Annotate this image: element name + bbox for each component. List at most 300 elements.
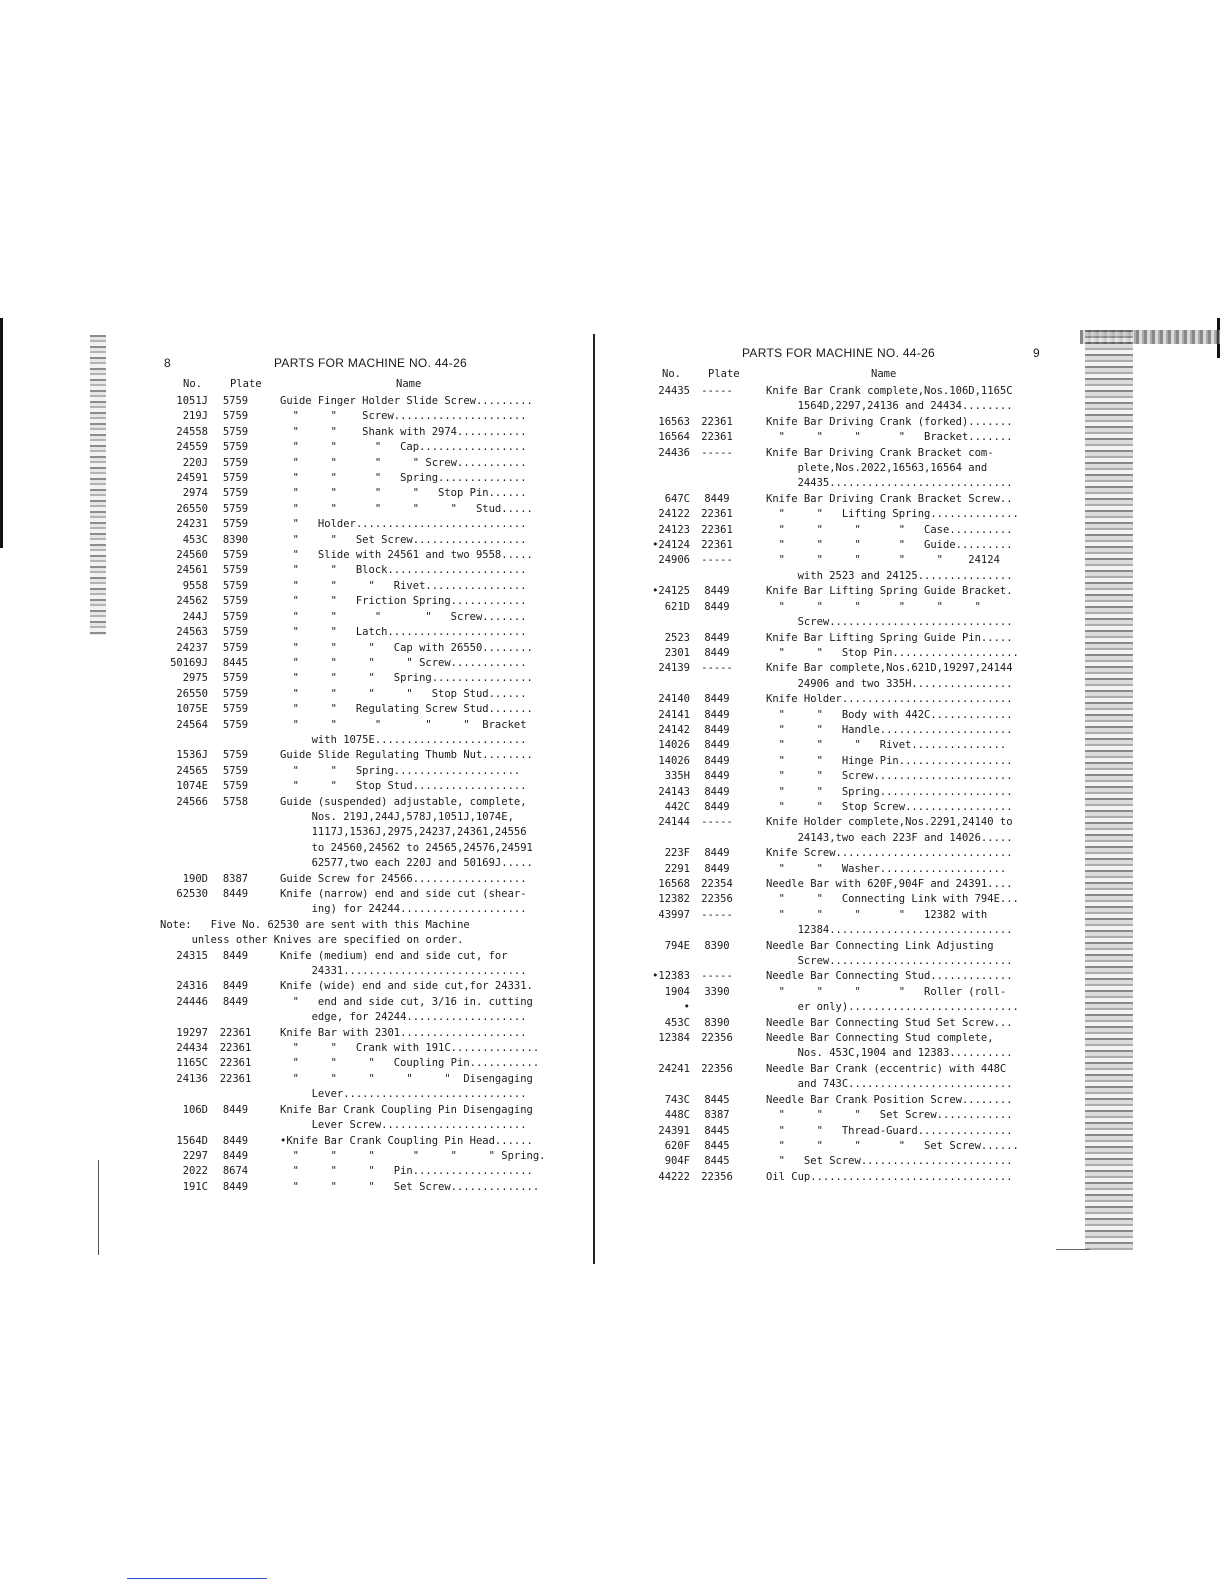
part-number: 24391 bbox=[658, 1124, 690, 1137]
part-number: 9558 bbox=[182, 579, 208, 592]
part-name-line: Knife Bar with 2301.................... bbox=[280, 1026, 527, 1039]
part-number: 2301 bbox=[664, 646, 690, 659]
part-number: 43997 bbox=[658, 908, 690, 921]
part-name-line: " " Hinge Pin.................. bbox=[766, 754, 1013, 767]
part-number: 16564 bbox=[658, 431, 690, 444]
part-name-line: plete,Nos.2022,16563,16564 and bbox=[766, 462, 988, 475]
part-name bbox=[280, 1164, 560, 1179]
part-number: 24237 bbox=[176, 641, 208, 654]
part-name bbox=[280, 748, 560, 763]
plate-number: ----- bbox=[701, 385, 733, 397]
part-name bbox=[280, 409, 560, 424]
parts-row bbox=[640, 969, 1050, 984]
plate-number: 22361 bbox=[219, 1042, 252, 1055]
part-name-line: " end and side cut, 3/16 in. cutting bbox=[280, 995, 533, 1008]
part-number: •12383 bbox=[652, 970, 690, 983]
plate-number: 5759 bbox=[222, 579, 249, 592]
plate-number: 8387 bbox=[704, 1109, 730, 1122]
plate-number: 22361 bbox=[219, 1072, 252, 1085]
plate-number: ----- bbox=[701, 908, 733, 921]
part-name-line: " " " " Screw....... bbox=[280, 610, 527, 623]
part-name-line: " " " " Stop Pin...... bbox=[280, 487, 527, 500]
plate-number: 5759 bbox=[222, 764, 249, 777]
part-name-line: Needle Bar with 620F,904F and 24391.... bbox=[766, 878, 1013, 890]
parts-row bbox=[640, 430, 1050, 445]
part-name-line: Knife Bar Crank complete,Nos.106D,1165C bbox=[766, 385, 1013, 397]
part-name bbox=[766, 661, 1050, 692]
part-name-line: " Holder........................... bbox=[280, 518, 527, 531]
parts-row bbox=[160, 795, 560, 872]
parts-row bbox=[160, 548, 560, 563]
page-number: 8 bbox=[164, 356, 171, 370]
scan-edge-left bbox=[0, 318, 3, 548]
part-name-line: " " Spring.................... bbox=[280, 764, 521, 777]
part-name-line: Knife Bar Driving Crank (forked)....... bbox=[766, 415, 1013, 428]
part-number: 24231 bbox=[176, 518, 208, 531]
plate-number: 8449 bbox=[704, 754, 730, 767]
part-name bbox=[766, 1108, 1050, 1123]
part-name-line: Knife Bar Lifting Spring Guide Bracket. bbox=[766, 585, 1013, 598]
part-name bbox=[766, 985, 1050, 1000]
parts-row bbox=[160, 779, 560, 794]
part-number: 16563 bbox=[658, 415, 690, 428]
plate-number: 5759 bbox=[222, 749, 249, 762]
plate-number: 8445 bbox=[704, 1139, 730, 1152]
part-name-line: " " Thread-Guard............... bbox=[766, 1124, 1013, 1137]
part-name bbox=[280, 610, 560, 625]
part-name bbox=[766, 507, 1050, 522]
part-number: 26550 bbox=[176, 502, 208, 515]
part-number: 1564D bbox=[176, 1134, 208, 1147]
part-name-line: Knife Screw............................ bbox=[766, 847, 1013, 860]
plate-number: 5759 bbox=[222, 672, 249, 685]
parts-row bbox=[160, 979, 560, 994]
part-number: 442C bbox=[664, 800, 690, 813]
part-name-line: Knife Bar complete,Nos.621D,19297,24144 bbox=[766, 662, 1013, 675]
part-name bbox=[766, 785, 1050, 800]
parts-row bbox=[160, 641, 560, 656]
part-number: 2523 bbox=[664, 631, 690, 644]
plate-number: 8449 bbox=[704, 708, 730, 721]
part-name-line: " " Set Screw.................. bbox=[280, 533, 527, 546]
parts-row bbox=[160, 394, 560, 409]
scan-margin-left bbox=[90, 335, 106, 635]
part-number: 24559 bbox=[176, 441, 208, 454]
part-name bbox=[280, 548, 560, 563]
part-name-line: Knife Holder complete,Nos.2291,24140 to bbox=[766, 816, 1013, 829]
part-name-line: " " Latch...................... bbox=[280, 626, 527, 639]
part-name-line: edge, for 24244................... bbox=[280, 1011, 527, 1024]
part-number: 12382 bbox=[658, 893, 690, 906]
part-name-line: " " " " " " bbox=[766, 600, 981, 613]
part-number: 2022 bbox=[182, 1165, 208, 1178]
part-name-line: Nos. 453C,1904 and 12383.......... bbox=[766, 1047, 1013, 1060]
col-no-header: No. bbox=[183, 378, 202, 390]
parts-row bbox=[160, 1134, 560, 1149]
parts-row bbox=[640, 939, 1050, 970]
note-line: Note: Five No. 62530 are sent with this Machine bbox=[160, 918, 470, 931]
plate-number: 5759 bbox=[222, 564, 249, 577]
parts-row bbox=[160, 887, 560, 918]
parts-row bbox=[640, 538, 1050, 553]
part-number: 24563 bbox=[176, 626, 208, 639]
part-number: •24125 bbox=[652, 585, 690, 598]
part-number: 24906 bbox=[658, 554, 690, 567]
part-name bbox=[280, 872, 560, 887]
parts-row bbox=[160, 425, 560, 440]
parts-row bbox=[160, 471, 560, 486]
part-number: 24566 bbox=[176, 795, 208, 808]
plate-number: ----- bbox=[701, 662, 733, 675]
plate-number: 8445 bbox=[704, 1124, 730, 1137]
part-name bbox=[766, 846, 1050, 861]
part-name-line: Knife Bar Lifting Spring Guide Pin..... bbox=[766, 631, 1013, 644]
part-number: 1536J bbox=[176, 749, 208, 762]
plate-number: ----- bbox=[701, 446, 733, 459]
parts-row bbox=[640, 1000, 1050, 1015]
part-number: 24561 bbox=[176, 564, 208, 577]
plate-number: 22361 bbox=[219, 1026, 252, 1039]
part-number: 1075E bbox=[176, 703, 208, 716]
plate-number: 8449 bbox=[704, 492, 730, 505]
part-name-line: 1564D,2297,24136 and 24434........ bbox=[766, 400, 1013, 413]
parts-row bbox=[640, 446, 1050, 492]
parts-row bbox=[640, 1154, 1050, 1169]
part-name-line: Screw............................. bbox=[766, 616, 1013, 629]
part-name bbox=[766, 723, 1050, 738]
part-name bbox=[280, 1149, 560, 1164]
part-name bbox=[280, 1026, 560, 1041]
plate-number: 5759 bbox=[222, 487, 249, 500]
parts-row bbox=[160, 456, 560, 471]
parts-row bbox=[640, 415, 1050, 430]
parts-row bbox=[640, 492, 1050, 507]
part-name-line: Needle Bar Crank (eccentric) with 448C bbox=[766, 1062, 1007, 1075]
parts-row bbox=[640, 507, 1050, 522]
parts-row bbox=[640, 692, 1050, 707]
part-number: 647C bbox=[664, 492, 690, 505]
part-name bbox=[766, 708, 1050, 723]
part-name bbox=[280, 579, 560, 594]
plate-number: 8449 bbox=[222, 1149, 249, 1162]
part-number: 24144 bbox=[658, 816, 690, 829]
parts-row bbox=[160, 1149, 560, 1164]
plate-number: 8449 bbox=[222, 1180, 249, 1193]
part-number: 26550 bbox=[176, 687, 208, 700]
part-name bbox=[766, 769, 1050, 784]
plate-number: 5759 bbox=[222, 549, 249, 562]
parts-row bbox=[640, 708, 1050, 723]
part-number: 106D bbox=[182, 1103, 208, 1116]
part-number: 453C bbox=[182, 533, 208, 546]
part-number: 24141 bbox=[658, 708, 690, 721]
plate-number: 8674 bbox=[222, 1165, 249, 1178]
page-header bbox=[640, 346, 1050, 368]
parts-row bbox=[160, 872, 560, 887]
part-name-line: Nos. 219J,244J,578J,1051J,1074E, bbox=[280, 810, 514, 823]
parts-row bbox=[640, 661, 1050, 692]
part-name-line: " " Screw...................... bbox=[766, 770, 1013, 783]
part-number: 453C bbox=[664, 1016, 690, 1029]
part-name bbox=[280, 1056, 560, 1071]
part-number: 448C bbox=[664, 1109, 690, 1122]
part-name-line: Knife (narrow) end and side cut (shear- bbox=[280, 888, 527, 900]
part-name-line: Needle Bar Connecting Stud............. bbox=[766, 970, 1013, 983]
part-name-line: Guide (suspended) adjustable, complete, bbox=[280, 795, 527, 808]
part-name bbox=[280, 563, 560, 578]
col-name-header: Name bbox=[396, 378, 422, 390]
part-name bbox=[280, 1072, 560, 1103]
bottom-link-underline bbox=[127, 1578, 267, 1579]
col-plate-header: Plate bbox=[708, 368, 740, 380]
part-name bbox=[766, 800, 1050, 815]
parts-row bbox=[640, 384, 1050, 415]
part-name bbox=[766, 1000, 1050, 1015]
part-name-line: Knife (wide) end and side cut,for 24331. bbox=[280, 980, 533, 993]
part-name-line: " " Washer.................... bbox=[766, 862, 1007, 875]
part-name-line: " " " " Stop Stud...... bbox=[280, 687, 527, 700]
part-name-line: Knife Holder........................... bbox=[766, 693, 1013, 706]
part-number: 2974 bbox=[182, 487, 208, 500]
parts-row bbox=[640, 1108, 1050, 1123]
plate-number: 22354 bbox=[701, 878, 733, 890]
part-name bbox=[280, 1041, 560, 1056]
plate-number: 8449 bbox=[704, 600, 730, 613]
part-number: 1074E bbox=[176, 780, 208, 793]
part-number: 19297 bbox=[176, 1026, 208, 1039]
part-name bbox=[766, 646, 1050, 661]
part-name-line: " " Screw..................... bbox=[280, 410, 527, 423]
part-name bbox=[280, 764, 560, 779]
plate-number: 8390 bbox=[704, 939, 730, 952]
plate-number: 5759 bbox=[222, 595, 249, 608]
part-number: 16568 bbox=[658, 878, 690, 890]
part-number: 24560 bbox=[176, 549, 208, 562]
parts-row bbox=[160, 486, 560, 501]
parts-row bbox=[160, 687, 560, 702]
plate-number: 8449 bbox=[222, 980, 249, 993]
part-name bbox=[280, 671, 560, 686]
parts-row bbox=[160, 995, 560, 1026]
part-name bbox=[280, 779, 560, 794]
part-number: 621D bbox=[664, 600, 690, 613]
part-name bbox=[280, 594, 560, 609]
part-name-line: er only)........................... bbox=[766, 1001, 1019, 1014]
part-number: 904F bbox=[664, 1155, 690, 1168]
parts-row bbox=[640, 523, 1050, 538]
left-page bbox=[160, 356, 560, 1195]
part-number: 44222 bbox=[658, 1170, 690, 1183]
col-plate-header: Plate bbox=[230, 378, 262, 390]
parts-row bbox=[160, 949, 560, 980]
plate-number: 8390 bbox=[222, 533, 249, 546]
part-name-line: " " " " Screw........... bbox=[280, 456, 527, 469]
part-name-line: " " " " " Disengaging bbox=[280, 1072, 533, 1085]
part-number: 24136 bbox=[176, 1072, 208, 1085]
parts-row bbox=[640, 553, 1050, 584]
parts-row bbox=[640, 846, 1050, 861]
part-name bbox=[280, 425, 560, 440]
part-name-line: " " Handle..................... bbox=[766, 723, 1013, 736]
part-number: 223F bbox=[664, 847, 690, 860]
parts-row bbox=[640, 877, 1050, 892]
plate-number: 5759 bbox=[222, 456, 249, 469]
plate-number: 5759 bbox=[222, 610, 249, 623]
parts-list bbox=[160, 949, 560, 1196]
plate-number: ----- bbox=[701, 970, 733, 983]
part-name-line: Needle Bar Connecting Stud Set Screw... bbox=[766, 1016, 1013, 1029]
part-name-line: Guide Slide Regulating Thumb Nut........ bbox=[280, 749, 533, 762]
part-name-line: Lever Screw....................... bbox=[280, 1119, 527, 1132]
plate-number: 5759 bbox=[222, 718, 249, 731]
page-header bbox=[160, 356, 560, 378]
part-name bbox=[280, 656, 560, 671]
footer-rule bbox=[1056, 1249, 1090, 1250]
part-name bbox=[280, 795, 560, 872]
plate-number: 5759 bbox=[222, 472, 249, 485]
part-name bbox=[280, 687, 560, 702]
plate-number: 5758 bbox=[222, 795, 249, 808]
plate-number: 5759 bbox=[222, 687, 249, 700]
book-spine bbox=[593, 334, 595, 1264]
part-name bbox=[766, 384, 1050, 415]
part-name-line: 12384............................. bbox=[766, 924, 1013, 937]
parts-row bbox=[160, 1072, 560, 1103]
column-headers bbox=[160, 378, 560, 394]
parts-row bbox=[640, 785, 1050, 800]
part-name bbox=[766, 492, 1050, 507]
page-title: PARTS FOR MACHINE NO. 44-26 bbox=[274, 356, 468, 370]
part-number: 620F bbox=[664, 1139, 690, 1152]
parts-row bbox=[640, 1139, 1050, 1154]
part-name-line: " " " Pin................... bbox=[280, 1165, 533, 1178]
part-name bbox=[766, 815, 1050, 846]
plate-number: 5759 bbox=[222, 626, 249, 639]
part-name bbox=[766, 1139, 1050, 1154]
right-page bbox=[640, 346, 1050, 1185]
plate-number: 8449 bbox=[704, 785, 730, 798]
part-number: 24123 bbox=[658, 523, 690, 536]
part-name-line: " " " Spring.............. bbox=[280, 472, 527, 485]
part-name-line: " " Regulating Screw Stud....... bbox=[280, 703, 533, 716]
part-name bbox=[280, 702, 560, 717]
plate-number: 5759 bbox=[222, 410, 249, 423]
part-number: 24434 bbox=[176, 1042, 208, 1055]
parts-row bbox=[640, 800, 1050, 815]
part-name bbox=[766, 1124, 1050, 1139]
part-name-line: " " " " Guide......... bbox=[766, 539, 1013, 552]
part-name-line: 1117J,1536J,2975,24237,24361,24556 bbox=[280, 826, 527, 839]
parts-row bbox=[640, 1170, 1050, 1185]
page-title: PARTS FOR MACHINE NO. 44-26 bbox=[742, 346, 936, 360]
part-name bbox=[766, 1062, 1050, 1093]
part-name-line: Knife Bar Crank Coupling Pin Disengaging bbox=[280, 1103, 533, 1116]
parts-row bbox=[640, 862, 1050, 877]
part-name bbox=[766, 1031, 1050, 1062]
part-name-line: " " Shank with 2974........... bbox=[280, 425, 527, 438]
part-number: 24316 bbox=[176, 980, 208, 993]
part-number: 1904 bbox=[664, 985, 690, 998]
plate-number: 8390 bbox=[704, 1016, 730, 1029]
part-name-line: " " " Coupling Pin........... bbox=[280, 1057, 540, 1070]
parts-row bbox=[160, 579, 560, 594]
part-name-line: with 1075E........................ bbox=[280, 733, 527, 746]
part-name bbox=[766, 892, 1050, 907]
part-name bbox=[280, 1134, 560, 1149]
part-number: 24142 bbox=[658, 723, 690, 736]
part-name bbox=[280, 641, 560, 656]
part-name bbox=[280, 1103, 560, 1134]
part-number: 24446 bbox=[176, 995, 208, 1008]
part-name-line: " Set Screw........................ bbox=[766, 1155, 1013, 1168]
part-name bbox=[766, 908, 1050, 939]
part-name-line: " " " " " Stud..... bbox=[280, 502, 533, 515]
part-name bbox=[280, 1180, 560, 1195]
part-name-line: " " " Spring................ bbox=[280, 672, 533, 685]
parts-row bbox=[640, 1016, 1050, 1031]
part-name bbox=[766, 523, 1050, 538]
parts-row bbox=[640, 584, 1050, 599]
part-name-line: ing) for 24244.................... bbox=[280, 903, 527, 916]
parts-row bbox=[160, 1103, 560, 1134]
part-number: 14026 bbox=[658, 754, 690, 767]
part-number: 24436 bbox=[658, 446, 690, 459]
part-number: 24241 bbox=[658, 1062, 690, 1075]
part-name-line: " " " " Screw............ bbox=[280, 656, 527, 669]
part-number: 190D bbox=[182, 872, 208, 885]
part-number: 219J bbox=[182, 410, 208, 423]
part-number: 220J bbox=[182, 456, 208, 469]
part-name-line: Needle Bar Connecting Link Adjusting bbox=[766, 939, 994, 952]
part-name bbox=[280, 394, 560, 409]
part-name bbox=[766, 538, 1050, 553]
part-name bbox=[766, 600, 1050, 631]
part-name-line: 24143,two each 223F and 14026..... bbox=[766, 831, 1013, 844]
part-name-line: Oil Cup................................ bbox=[766, 1170, 1013, 1183]
part-name-line: " " " Rivet............... bbox=[766, 739, 1007, 752]
parts-row bbox=[160, 1180, 560, 1195]
parts-row bbox=[640, 908, 1050, 939]
part-name-line: Guide Finger Holder Slide Screw......... bbox=[280, 395, 533, 407]
plate-number: 8449 bbox=[704, 862, 730, 875]
part-name-line: " " Friction Spring............ bbox=[280, 595, 527, 608]
parts-row bbox=[160, 1164, 560, 1179]
part-name bbox=[280, 517, 560, 532]
parts-list bbox=[160, 394, 560, 918]
parts-row bbox=[640, 1062, 1050, 1093]
part-name-line: " " " Cap with 26550........ bbox=[280, 641, 533, 654]
part-name bbox=[766, 1154, 1050, 1169]
part-name-line: Screw............................. bbox=[766, 955, 1013, 968]
parts-row bbox=[160, 610, 560, 625]
parts-row bbox=[160, 625, 560, 640]
part-name-line: " " Body with 442C............. bbox=[766, 708, 1013, 721]
plate-number: 8449 bbox=[704, 723, 730, 736]
part-number: 244J bbox=[182, 610, 208, 623]
plate-number: 22361 bbox=[701, 539, 733, 552]
parts-row bbox=[160, 440, 560, 455]
page-number: 9 bbox=[1033, 346, 1040, 360]
parts-row bbox=[160, 1056, 560, 1071]
part-number: 2291 bbox=[664, 862, 690, 875]
part-name-line: 24906 and two 335H................ bbox=[766, 677, 1013, 690]
plate-number: 22356 bbox=[701, 1170, 733, 1183]
part-name bbox=[280, 979, 560, 994]
part-number: 794E bbox=[664, 939, 690, 952]
col-name-header: Name bbox=[871, 368, 897, 380]
plate-number: 8449 bbox=[704, 800, 730, 813]
plate-number: 8449 bbox=[704, 739, 730, 752]
